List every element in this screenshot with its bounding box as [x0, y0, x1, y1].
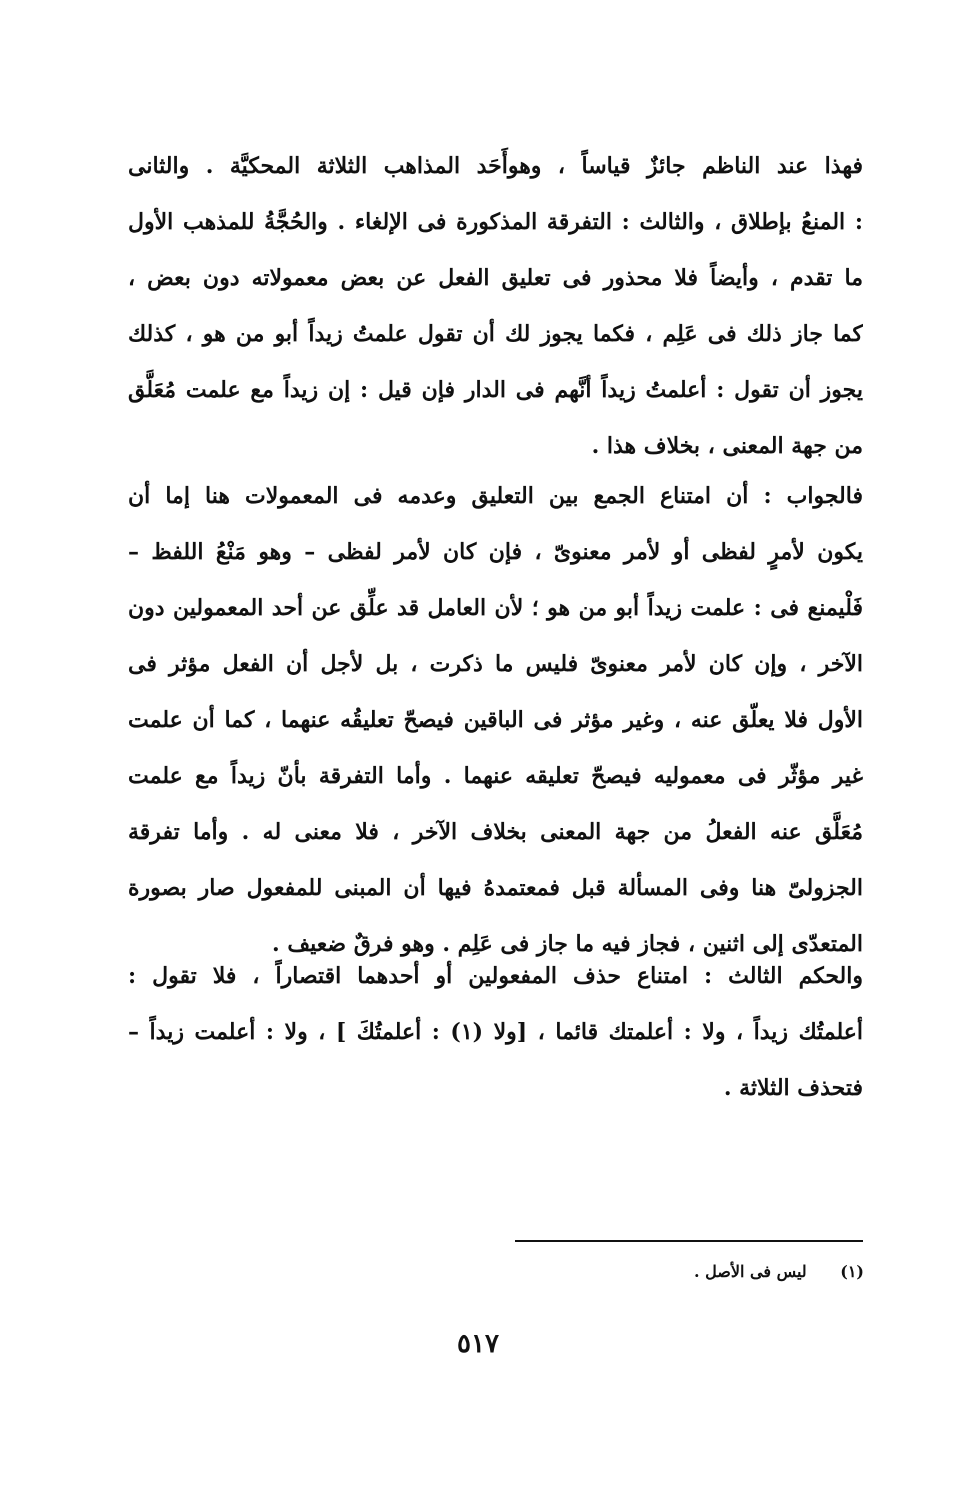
- text-line: فتحذف الثلاثة .: [723, 1075, 863, 1101]
- text-line: ما تقدم ، وأيضاً فلا محذور فى تعليق الفعل عن بعض معمولاته دون بعض ،: [128, 265, 863, 291]
- text-line: : المنعُ بإطلاق ، والثالث : التفرقة المذكورة فى الإلغاء . والحُجَّةُ للمذهب الأول: [128, 209, 863, 235]
- text-line: فالجواب : أن امتناع الجمع بين التعليق وعدمه فى المعمولات هنا إما أن: [128, 483, 863, 509]
- paragraph-2: [128, 468, 863, 972]
- footnote: [694, 1258, 864, 1286]
- text-line: المتعدّى إلى اثنين ، فجاز فيه ما جاز فى عَلِم . وهو فرقٌ ضعيف .: [272, 931, 863, 957]
- page-number: ٥١٧: [457, 1329, 499, 1359]
- footnote-divider: [515, 1240, 863, 1242]
- footnote-text: ليس فى الأصل .: [694, 1262, 807, 1281]
- text-line: والحكم الثالث : امتناع حذف المفعولين أو أحدهما اقتصاراً ، فلا تقول :: [128, 963, 863, 989]
- text-line: الأول فلا يعلّق عنه ، وغير مؤثر فى الباقين فيصحّ تعليقُه عنهما ، كما أن علمت: [128, 707, 863, 733]
- text-line: مُعَلَّق عنه الفعلُ من جهة المعنى بخلاف الآخر ، فلا معنى له . وأما تفرقة: [128, 819, 863, 845]
- text-line: الجزولىّ هنا وفى المسألة قبل فمعتمدهُ فيها أن المبنى للمفعول صار بصورة: [128, 875, 863, 901]
- text-line: من جهة المعنى ، بخلاف هذا .: [591, 433, 863, 459]
- paragraph-1: [128, 138, 863, 474]
- text-line: كما جاز ذلك فى عَلِم ، فكما يجوز لك أن تقول علمتُ زيداً أبو من هو ، كذلك: [128, 321, 863, 347]
- paragraph-3: [128, 948, 863, 1116]
- text-line: فَلْيمنع فى : علمت زيداً أبو من هو ؛ لأن العامل قد علِّق عن أحد المعمولين دون: [128, 595, 863, 621]
- text-line: يكون لأمرٍ لفظى أو لأمر معنوىّ ، فإن كان لأمر لفظى – وهو مَنْعُ اللفظ –: [128, 539, 863, 565]
- text-line: غير مؤثّر فى معموليه فيصحّ تعليقه عنهما . وأما التفرقة بأنّ زيداً مع علمت: [128, 763, 863, 789]
- text-line: أعلمتُك زيداً ، ولا : أعلمتك قائما ، [ولا (١) : أعلمتُكَ ] ، ولا : أعلمت زيداً –: [128, 1019, 863, 1045]
- text-line: فهذا عند الناظم جائزٌ قياساً ، وهوأَحَد المذاهب الثلاثة المحكيَّة . والثانى: [128, 153, 863, 179]
- text-line: الآخر ، وإن كان لأمر معنوىّ فليس ما ذكرت ، بل لأجل أن الفعل مؤثر فى: [128, 651, 863, 677]
- text-line: يجوز أن تقول : أعلمتُ زيداً أنَّهم فى الدار فإن قيل : إن زيداً مع علمت مُعَلَّق: [128, 377, 863, 403]
- footnote-marker: (١): [840, 1262, 864, 1281]
